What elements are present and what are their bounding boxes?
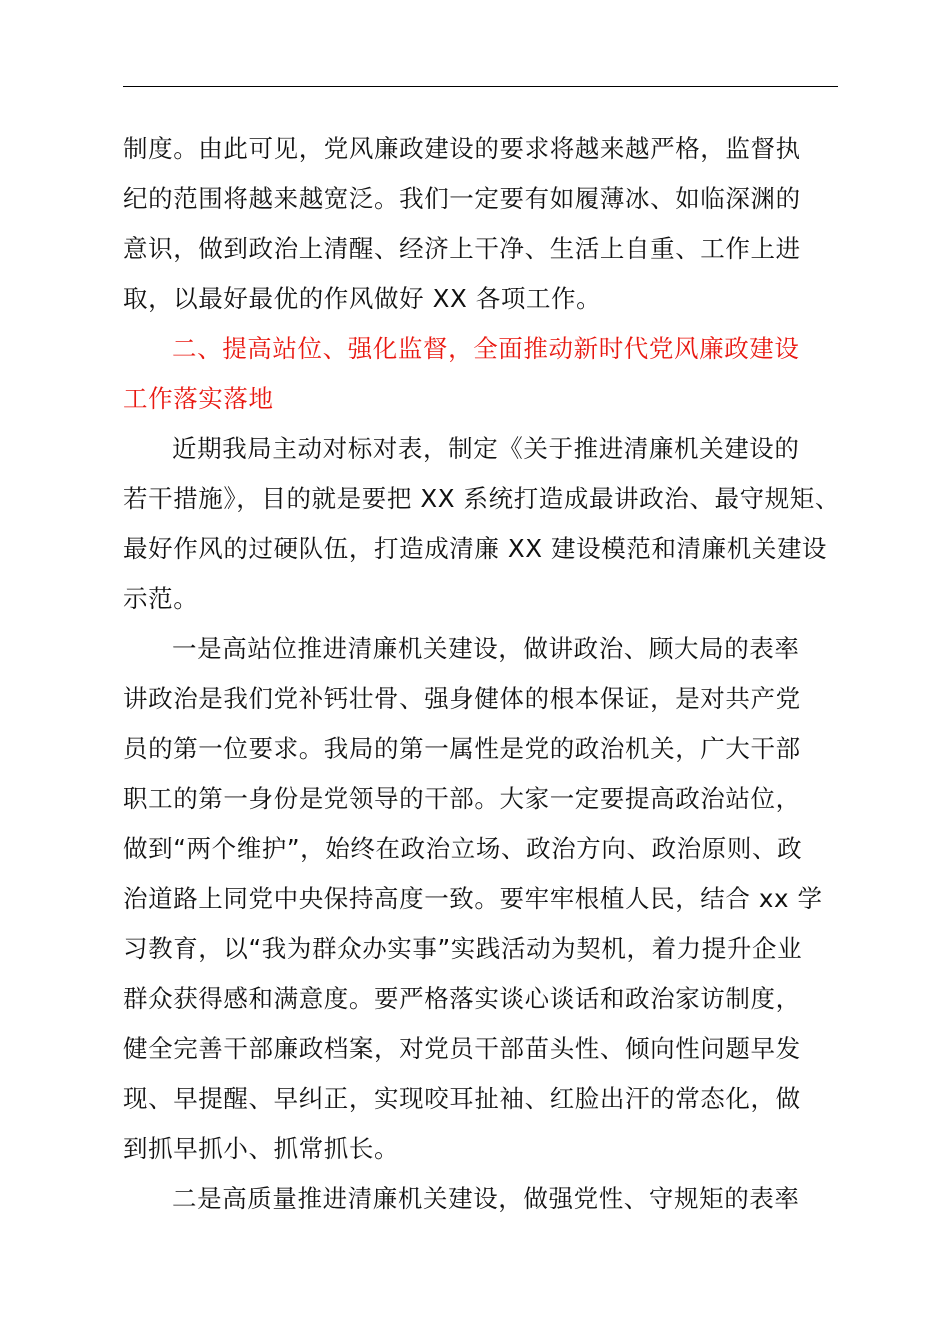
text-line: 现、早提醒、早纠正，实现咬耳扯袖、红脸出汗的常态化，做 <box>123 1084 801 1113</box>
heading-line: 工作落实落地 <box>123 384 274 413</box>
text-line: 健全完善干部廉政档案，对党员干部苗头性、倾向性问题早发 <box>123 1034 801 1063</box>
text-line: 治道路上同党中央保持高度一致。要牢牢根植人民，结合 xx 学 <box>123 884 823 913</box>
text-line: 职工的第一身份是党领导的干部。大家一定要提高政治站位， <box>123 784 801 813</box>
text-line: 员的第一位要求。我局的第一属性是党的政治机关，广大干部 <box>123 734 801 763</box>
text-line: 到抓早抓小、抓常抓长。 <box>123 1134 400 1163</box>
text-line: 纪的范围将越来越宽泛。我们一定要有如履薄冰、如临深渊的 <box>123 184 801 213</box>
heading-line: 二、提高站位、强化监督，全面推动新时代党风廉政建设 <box>172 334 800 363</box>
section-heading-2 <box>123 324 838 424</box>
paragraph-point-one <box>123 624 838 1174</box>
text-line: 讲政治是我们党补钙壮骨、强身健体的根本保证，是对共产党 <box>123 684 801 713</box>
paragraph-point-two <box>123 1174 838 1224</box>
text-line: 群众获得感和满意度。要严格落实谈心谈话和政治家访制度， <box>123 984 801 1013</box>
paragraph-measures <box>123 424 838 624</box>
text-line: 近期我局主动对标对表，制定《关于推进清廉机关建设的 <box>172 434 800 463</box>
paragraph-continuation <box>123 124 838 324</box>
text-line: 二是高质量推进清廉机关建设，做强党性、守规矩的表率 <box>172 1184 800 1213</box>
text-line: 习教育，以“我为群众办实事”实践活动为契机，着力提升企业 <box>123 934 803 963</box>
text-line: 最好作风的过硬队伍，打造成清廉 XX 建设模范和清廉机关建设 <box>123 534 828 563</box>
text-line: 意识，做到政治上清醒、经济上干净、生活上自重、工作上进 <box>123 234 801 263</box>
text-line: 一是高站位推进清廉机关建设，做讲政治、顾大局的表率 <box>172 634 800 663</box>
text-line: 若干措施》，目的就是要把 XX 系统打造成最讲政治、最守规矩、 <box>123 484 840 513</box>
text-line: 取，以最好最优的作风做好 XX 各项工作。 <box>123 284 602 313</box>
document-body <box>123 124 838 1224</box>
header-rule <box>123 86 838 87</box>
text-line: 制度。由此可见，党风廉政建设的要求将越来越严格，监督执 <box>123 134 801 163</box>
text-line: 示范。 <box>123 584 199 613</box>
text-line: 做到“两个维护”，始终在政治立场、政治方向、政治原则、政 <box>123 834 803 863</box>
